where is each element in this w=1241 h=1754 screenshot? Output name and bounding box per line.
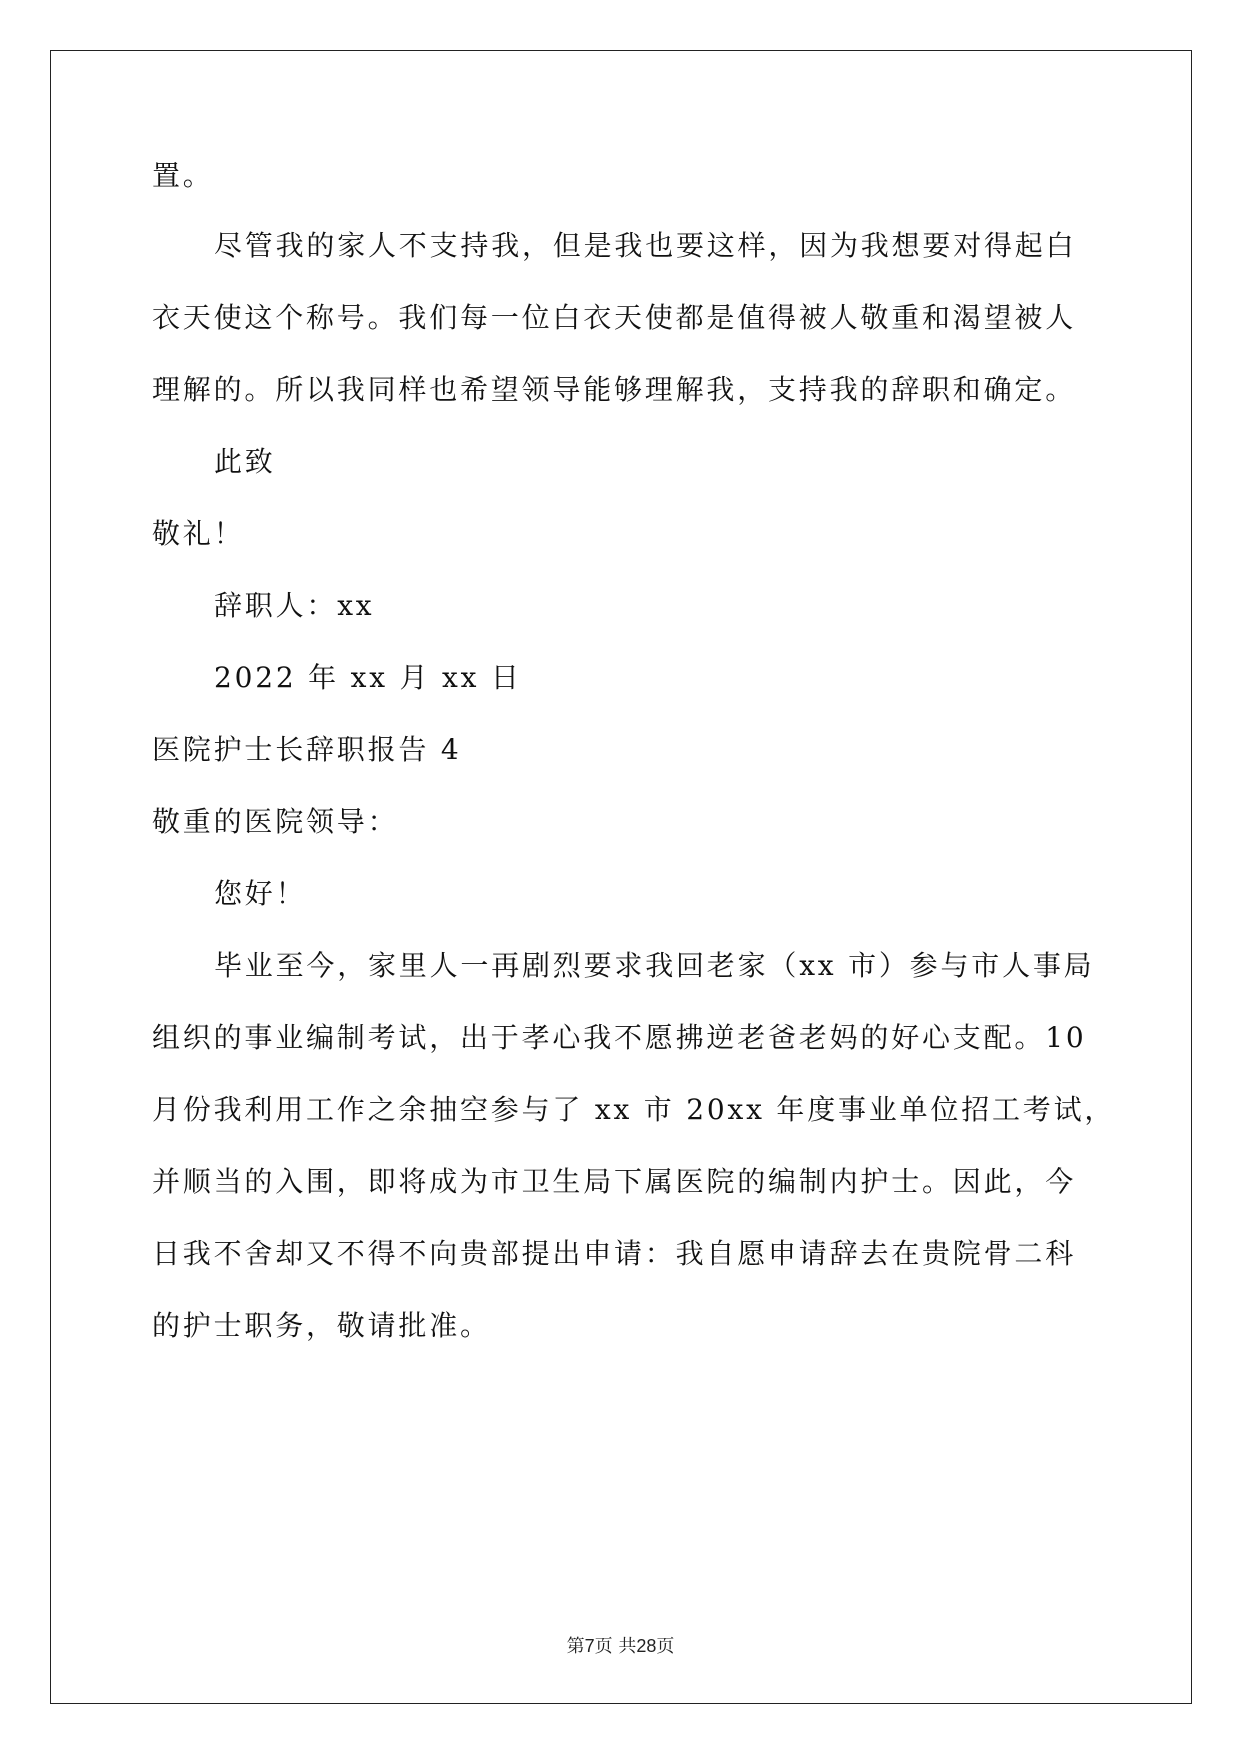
text-line-17: 的护士职务，敬请批准。 <box>152 1309 491 1342</box>
page-footer <box>0 1634 1241 1659</box>
closing-regards: 敬礼！ <box>152 517 245 550</box>
text-line-14: 月份我利用工作之余抽空参与了 xx 市 20xx 年度事业单位招工考试， <box>152 1093 1116 1126</box>
signature-name: 辞职人：xx <box>214 589 375 622</box>
text-line-16: 日我不舍却又不得不向贵部提出申请：我自愿申请辞去在贵院骨二科 <box>152 1237 1077 1270</box>
signature-date: 2022 年 xx 月 xx 日 <box>214 661 522 694</box>
closing-salutation: 此致 <box>214 445 276 478</box>
text-line-13: 组织的事业编制考试，出于孝心我不愿拂逆老爸老妈的好心支配。10 <box>152 1021 1087 1054</box>
text-line-1: 置。 <box>152 159 214 192</box>
text-line-12: 毕业至今，家里人一再剧烈要求我回老家（xx 市）参与市人事局 <box>214 949 1095 982</box>
total-pages-number: 28 <box>636 1636 657 1656</box>
section-title: 医院护士长辞职报告 4 <box>152 733 462 766</box>
text-line-2: 尽管我的家人不支持我，但是我也要这样，因为我想要对得起白 <box>214 229 1077 262</box>
current-page-number: 7 <box>584 1636 595 1656</box>
footer-suffix: 页 <box>656 1636 675 1657</box>
letter-greeting: 敬重的医院领导： <box>152 805 399 838</box>
text-line-4: 理解的。所以我同样也希望领导能够理解我，支持我的辞职和确定。 <box>152 373 1077 406</box>
text-line-15: 并顺当的入围，即将成为市卫生局下属医院的编制内护士。因此，今 <box>152 1165 1077 1198</box>
footer-prefix: 第 <box>566 1636 585 1657</box>
letter-hello: 您好！ <box>214 877 307 910</box>
text-line-3: 衣天使这个称号。我们每一位白衣天使都是值得被人敬重和渴望被人 <box>152 301 1077 334</box>
footer-middle: 页 共 <box>594 1636 637 1657</box>
